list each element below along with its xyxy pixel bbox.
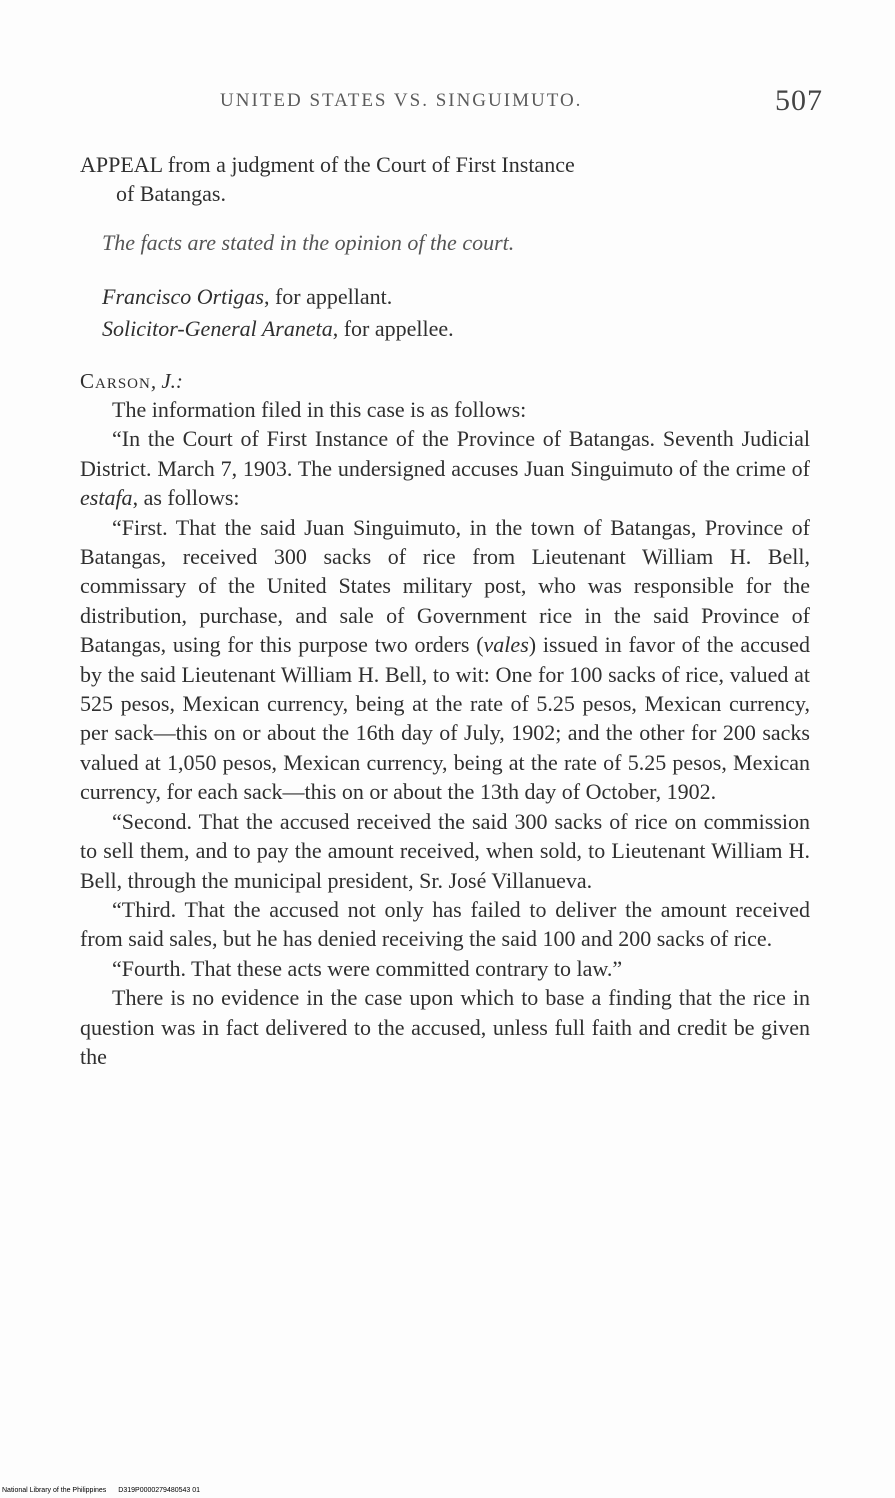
counsel-list: [80, 281, 832, 345]
opinion-body: [80, 395, 810, 1071]
page-number: 507: [775, 84, 823, 117]
facts-text: The facts are stated in the opinion of the court.: [102, 230, 515, 255]
counsel-appellee: [102, 313, 832, 345]
appeal-line-1: APPEAL from a judgment of the Court of First Instance: [80, 152, 575, 177]
p3-italic: vales: [483, 632, 529, 658]
paragraph-first-count: [80, 513, 810, 807]
paragraph-second-count: “Second. That the accused received the said 300 sacks of rice on commission to sell them, and to pay the amount received, when sold, to Lieutenant William H. Bell, through the municipal president, Sr. José Villanueva.: [80, 808, 810, 893]
facts-note: [80, 228, 832, 257]
paragraph-third-count: “Third. That the accused not only has failed to deliver the amount received from said sales, but he has denied receiving the said 100 and 200 sacks of rice.: [80, 896, 810, 952]
paragraph-information-heading: [80, 424, 810, 512]
scan-footer: [2, 1487, 200, 1494]
appeal-line-2: of Batangas.: [116, 181, 226, 207]
p3-text-a: “First. That the said Juan Singuimuto, in the town of Batangas, Province of Batangas, received 300 sacks of rice from Lieutenant William H. Bell, commissary of the United States military post, who was responsible for the distribution, purchase, and sale of Government rice in the said Province of Batangas, using for this purpose two orders (: [80, 514, 810, 658]
footer-library: National Library of the Philippines: [2, 1487, 107, 1494]
paragraph-information-intro: The information filed in this case is as follows:: [112, 397, 527, 422]
counsel-appellant: [102, 281, 832, 313]
appellee-role: , for appellee.: [332, 316, 454, 341]
appellant-role: , for appellant.: [263, 284, 393, 309]
opinion-author: [80, 367, 810, 396]
running-head: UNITED STATES VS. SINGUIMUTO.: [220, 90, 583, 111]
paragraph-evidence: There is no evidence in the case upon which to base a finding that the rice in question was in fact delivered to the accused, unless full faith and credit be given the: [80, 985, 810, 1069]
appellant-counsel-name: Francisco Ortigas: [102, 284, 264, 309]
p2-text-b: , as follows:: [132, 485, 240, 511]
p2-italic: estafa: [80, 485, 133, 511]
footer-code: D319P0000279480543 01: [118, 1487, 201, 1494]
paragraph-fourth-count: “Fourth. That these acts were committed contrary to law.”: [112, 955, 623, 981]
appeal-statement: [80, 150, 810, 209]
judge-name: Carson: [80, 369, 151, 393]
p3-text-b: ) issued in favor of the accused by the said Lieutenant William H. Bell, to wit: One for 100 sacks of rice, valued at 525 pesos, Mexican currency, being at the rate of 5.25 pesos, Mexican currency, per sack—this on or about the 16th day of July, 1902; and the other for 200 sacks valued at 1,050 pesos, Mexican currency, being at the rate of 5.25 pesos, Mexican currency, for each sack—this on or about the 13th day of October, 1902.: [80, 632, 810, 805]
appellee-counsel-name: Solicitor-General Araneta: [102, 316, 333, 341]
p2-text-a: “In the Court of First Instance of the Province of Batangas. Seventh Judicial District. March 7, 1903. The undersigned accuses Juan Singuimuto of the crime of: [80, 426, 810, 481]
judge-title: , J.:: [150, 369, 183, 393]
